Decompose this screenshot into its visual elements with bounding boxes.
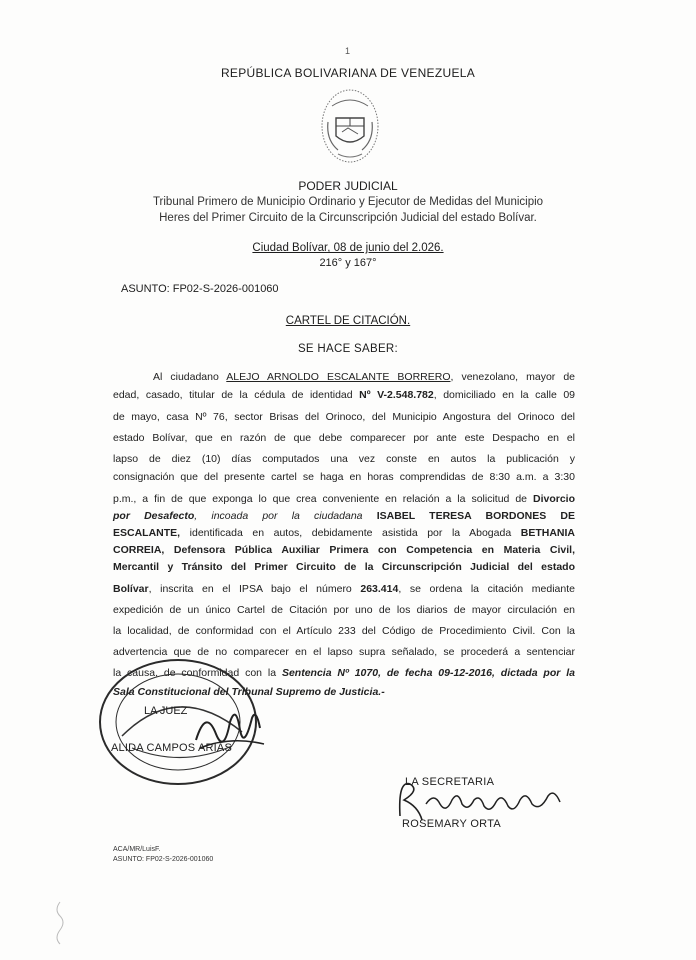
body-line-17: Sala Constitucional del Tribunal Supremo de Justicia.- bbox=[113, 686, 385, 698]
sentence-reference: Sentencia Nº 1070, de fecha 09-12-2016, dictada por la bbox=[281, 667, 575, 679]
secretary-name: ROSEMARY ORTA bbox=[402, 818, 502, 830]
tribunal-line-2: Heres del Primer Circuito de la Circunscripción Judicial del estado Bolívar. bbox=[159, 212, 537, 224]
initials-reference: ACA/MR/LuisF. bbox=[113, 846, 161, 853]
body-line-9: ESCALANTE, identificada en autos, debidamente asistida por la Abogada BETHANIA bbox=[113, 527, 575, 539]
body-line-16: la causa, de conformidad con la Sentencia Nº 1070, de fecha 09-12-2016, dictada por la bbox=[113, 667, 575, 679]
defendant-name: ALEJO ARNOLDO ESCALANTE BORRERO bbox=[226, 371, 451, 383]
body-line-10: CORREIA, Defensora Pública Auxiliar Primera con Competencia en Materia Civil, bbox=[113, 544, 575, 556]
document-title: CARTEL DE CITACIÓN. bbox=[285, 315, 411, 327]
body-line-6: consignación que del presente cartel se haga en horas comprendidas de 8:30 a.m. a 3:30 bbox=[113, 471, 575, 483]
page-mark: 1 bbox=[345, 46, 351, 56]
coat-of-arms-seal-icon bbox=[318, 84, 382, 166]
poder-judicial-heading: PODER JUDICIAL bbox=[298, 179, 398, 193]
body-line-11: Mercantil y Tránsito del Primer Circuito de la Circunscripción Judicial del estado bbox=[113, 561, 575, 573]
body-line-5: lapso de diez (10) días computados una vez conste en autos la publicación y bbox=[113, 453, 575, 465]
margin-scribble-icon bbox=[52, 898, 68, 948]
body-line-1: Al ciudadano ALEJO ARNOLDO ESCALANTE BORRERO, venezolano, mayor de bbox=[153, 371, 575, 383]
city-date: Ciudad Bolívar, 08 de junio del 2.026. bbox=[252, 242, 444, 254]
republic-heading: REPÚBLICA BOLIVARIANA DE VENEZUELA bbox=[220, 66, 476, 80]
plaintiff-name: ISABEL TERESA BORDONES DE bbox=[376, 510, 575, 522]
body-line-12: Bolívar, inscrita en el IPSA bajo el número 263.414, se ordena la citación mediante bbox=[113, 583, 575, 595]
tribunal-line-1: Tribunal Primero de Municipio Ordinario y Ejecutor de Medidas del Municipio bbox=[152, 196, 544, 208]
id-number: Nº V-2.548.782 bbox=[359, 389, 434, 401]
body-line-2: edad, casado, titular de la cédula de identidad Nº V-2.548.782, domiciliado en la calle 09 bbox=[113, 389, 575, 401]
secretary-title: LA SECRETARIA bbox=[405, 776, 495, 788]
body-line-4: estado Bolívar, que en razón de que debe comparecer por ante este Despacho en el bbox=[113, 432, 575, 444]
body-line-13: expedición de un único Cartel de Citación por uno de los diarios de mayor circulación en bbox=[113, 604, 575, 616]
document-subtitle: SE HACE SABER: bbox=[297, 343, 399, 355]
body-line-3: de mayo, casa Nº 76, sector Brisas del Orinoco, del Municipio Angostura del Orinoco del bbox=[113, 411, 575, 423]
body-line-8: por Desafecto, incoada por la ciudadana ISABEL TERESA BORDONES DE bbox=[113, 510, 575, 522]
body-line-15: advertencia que de no comparecer en el lapso supra señalado, se procederá a sentenciar bbox=[113, 646, 575, 658]
case-number: ASUNTO: FP02-S-2026-001060 bbox=[121, 283, 279, 295]
years-line: 216° y 167° bbox=[319, 257, 377, 269]
body-line-14: la localidad, de conformidad con el Artículo 233 del Código de Procedimiento Civil. Con la bbox=[113, 625, 575, 637]
judge-title: LA JUEZ bbox=[144, 705, 188, 717]
judge-name: ALIDA CAMPOS ARIAS bbox=[111, 742, 232, 754]
footer-case-number: ASUNTO: FP02-S-2026-001060 bbox=[113, 856, 214, 863]
body-line-7: p.m., a fin de que exponga lo que crea conveniente en relación a la solicitud de Divorcio bbox=[113, 493, 575, 505]
